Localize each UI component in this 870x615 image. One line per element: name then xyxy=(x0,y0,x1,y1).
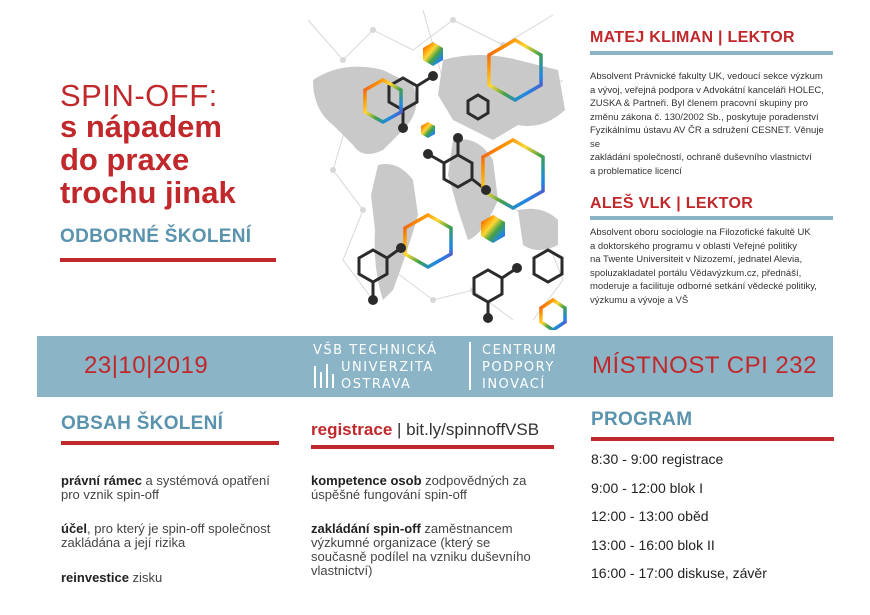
lecturer-1-bio: Absolvent Právnické fakulty UK, vedoucí sekce výzkum a vývoj, veřejná podpora v Advokátní kanceláři HOLEC, ZUSKA & Partneři. Byl členem pracovní skupiny pro změnu zákona č. 130/2002 Sb., poskytuje poradenství Fyzikálnímu ústavu AV ČR a sdružení CESNET. Věnuje se zakládání společností, ochraně duševního vlastnictví a problematice licencí xyxy=(590,71,824,177)
registration-underline xyxy=(311,445,554,449)
logo-divider xyxy=(469,342,471,390)
subtitle-underline xyxy=(60,258,276,262)
obsah-underline xyxy=(61,441,279,445)
obsah-item-2: účel, pro který je spin-off společnost zakládána a její rizika xyxy=(61,521,271,550)
obsah-item-1: právní rámec a systémová opatření pro vznik spin-off xyxy=(61,473,270,502)
title-line-3: do praxe xyxy=(60,142,190,177)
lecturer-2-bio: Absolvent oboru sociologie na Filozofické fakultě UK a doktorského programu v oblasti Veřejné politiky na Twente Universiteit v Nizozemí, jednatel Alevia, spoluzakladatel portálu Vědavýzkum.cz, přednáší, moderuje a facilituje odborné setkání vědecké politiky, výzkumu a vývoje a VŠ xyxy=(590,227,817,306)
program-underline xyxy=(591,437,834,441)
lecturer-1-name: MATEJ KLIMAN | LEKTOR xyxy=(590,29,795,46)
obsah-item-3: reinvestice zisku xyxy=(61,570,163,585)
subtitle: ODBORNÉ ŠKOLENÍ xyxy=(60,226,252,247)
program-item-3: 12:00 - 13:00 oběd xyxy=(591,508,709,524)
vsb-logo-icon xyxy=(313,362,337,390)
lecturer-1-underline xyxy=(590,51,833,55)
program-item-4: 13:00 - 16:00 blok II xyxy=(591,537,715,553)
program-item-1: 8:30 - 9:00 registrace xyxy=(591,451,724,467)
middle-item-2: zakládání spin-off zaměstnancem výzkumné organizace (který se současně podílel na vzniku duševního vlastnictví) xyxy=(311,521,531,578)
program-item-2: 9:00 - 12:00 blok I xyxy=(591,480,704,496)
event-room: MÍSTNOST CPI 232 xyxy=(592,352,817,379)
title-line-4: trochu jinak xyxy=(60,175,236,210)
lecturer-2-name: ALEŠ VLK | LEKTOR xyxy=(590,195,754,212)
vsb-logo-text: VŠB TECHNICKÁ UNIVERZITA OSTRAVA xyxy=(313,343,438,392)
obsah-heading: OBSAH ŠKOLENÍ xyxy=(61,413,224,434)
program-heading: PROGRAM xyxy=(591,409,693,430)
program-item-5: 16:00 - 17:00 diskuse, závěr xyxy=(591,565,767,581)
title-line-2: s nápadem xyxy=(60,109,222,144)
registration-link[interactable]: registrace | bit.ly/spinnoffVSB xyxy=(311,420,540,439)
middle-item-1: kompetence osob zodpovědných za úspěšné fungování spin-off xyxy=(311,473,527,502)
centrum-logo-text: CENTRUM PODPORY INOVACÍ xyxy=(482,343,558,392)
molecule-world-illustration xyxy=(303,0,568,330)
title-line-1: SPIN-OFF: xyxy=(60,78,218,113)
lecturer-2-underline xyxy=(590,216,833,220)
event-date: 23|10|2019 xyxy=(84,352,209,379)
